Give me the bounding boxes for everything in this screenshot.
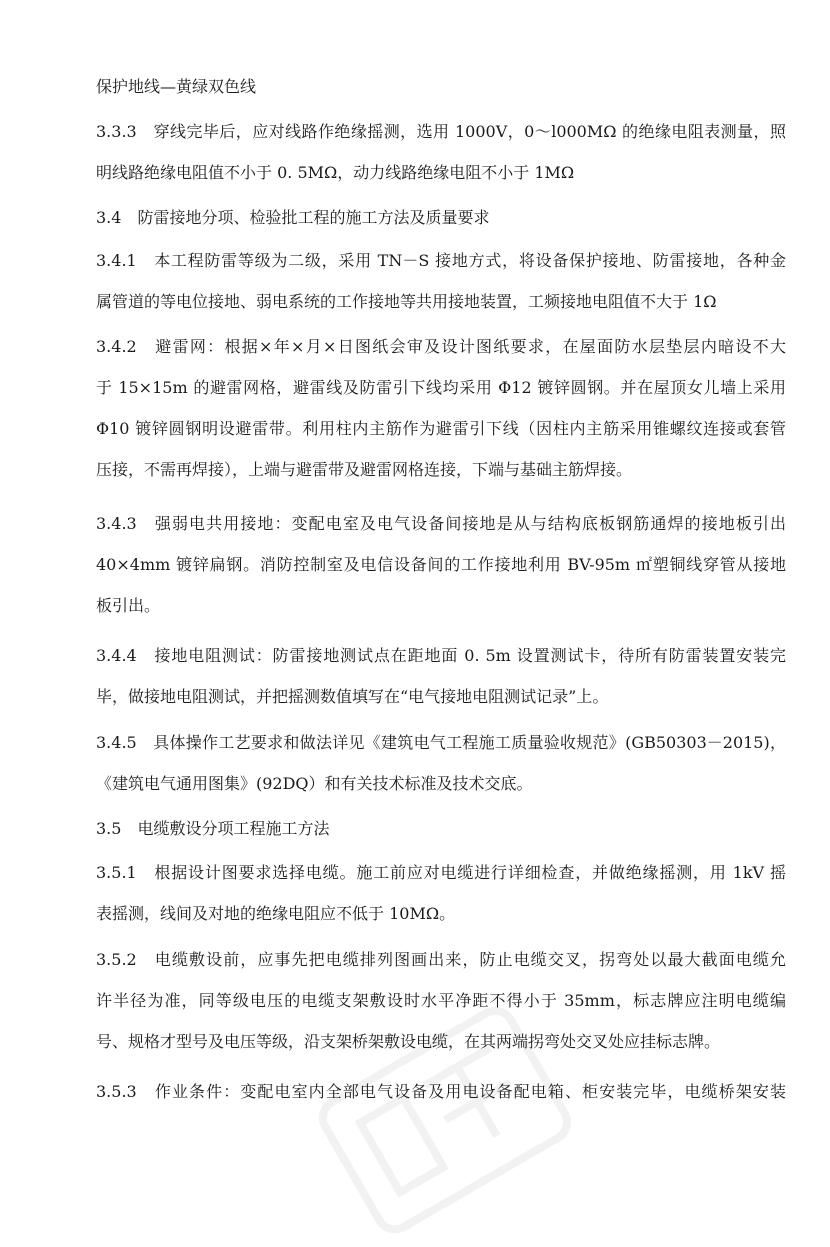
text-line: 表摇测，线间及对地的绝缘电阻应不低于 10MΩ。 — [96, 904, 456, 923]
heading-3-5 — [96, 808, 786, 849]
text-line: 号、规格才型号及电压等级，沿支架桥架敷设电缆，在其两端拐弯处交叉处应挂标志牌。 — [96, 1032, 721, 1051]
text-line: 3.4.3 强弱电共用接地：变配电室及电气设备间接地是从与结构底板钢筋通焊的接地板引出 — [96, 514, 786, 533]
text-line: 于 15×15m 的避雷网格，避雷线及防雷引下线均采用 Φ12 镀锌圆钢。并在屋顶女儿墙上采用 — [96, 378, 786, 397]
paragraph-3-4-2 — [96, 326, 786, 490]
text-line: 3.4.2 避雷网：根据×年×月×日图纸会审及设计图纸要求，在屋面防水层垫层内暗设不大 — [96, 337, 786, 356]
text-line: Φ10 镀锌圆钢明设避雷带。利用柱内主筋作为避雷引下线（因柱内主筋采用锥螺纹连接或套管 — [96, 419, 786, 438]
text-line: 3.4.4 接地电阻测试：防雷接地测试点在距地面 0. 5m 设置测试卡，待所有防雷装置安装完 — [96, 646, 786, 665]
text-line: 属管道的等电位接地、弱电系统的工作接地等共用接地装置，工频接地电阻值不大于 1Ω — [96, 292, 717, 311]
paragraph-3-4-5 — [96, 722, 786, 804]
paragraph-3-5-1 — [96, 852, 786, 934]
text-line: 3.5.1 根据设计图要求选择电缆。施工前应对电缆进行详细检查，并做绝缘摇测，用 1kV 摇 — [96, 863, 786, 882]
paragraph-3-5-2 — [96, 939, 786, 1062]
heading-3-4 — [96, 197, 786, 238]
paragraph-3-5-3 — [96, 1071, 786, 1112]
section-heading: 3.5 电缆敷设分项工程施工方法 — [96, 819, 330, 838]
section-heading: 3.4 防雷接地分项、检验批工程的施工方法及质量要求 — [96, 208, 490, 227]
text-line: 板引出。 — [96, 596, 161, 615]
text-line: 3.5.2 电缆敷设前，应事先把电缆排列图画出来，防止电缆交叉，拐弯处以最大截面电缆允 — [96, 950, 786, 969]
paragraph-3-4-3 — [96, 503, 786, 626]
text-line: 3.5.3 作业条件：变配电室内全部电气设备及用电设备配电箱、柜安装完毕，电缆桥架安装 — [96, 1082, 786, 1101]
text-line: 3.4.1 本工程防雷等级为二级，采用 TN－S 接地方式，将设备保护接地、防雷接地，各种金 — [96, 251, 786, 270]
paragraph-3-4-4 — [96, 635, 786, 717]
text-line: 3.3.3 穿线完毕后，应对线路作绝缘摇测，选用 1000V，0～l000MΩ 的绝缘电阻表测量，照 — [96, 122, 786, 141]
text-line: 许半径为准，同等级电压的电缆支架敷设时水平净距不得小于 35mm，标志牌应注明电缆编 — [96, 991, 786, 1010]
text-line: 明线路绝缘电阻值不小于 0. 5MΩ，动力线路绝缘电阻不小于 1MΩ — [96, 163, 575, 182]
text-line: 毕，做接地电阻测试，并把摇测数值填写在“电气接地电阻测试记录”上。 — [96, 687, 609, 706]
text-line: 3.4.5 具体操作工艺要求和做法详见《建筑电气工程施工质量验收规范》(GB50303－2015)， — [96, 733, 786, 752]
paragraph-3-4-1 — [96, 240, 786, 322]
text-line: 40×4mm 镀锌扁钢。消防控制室及电信设备间的工作接地利用 BV-95m ㎡塑铜线穿管从接地 — [96, 555, 786, 574]
text-line: 《建筑电气通用图集》(92DQ）和有关技术标准及技术交底。 — [96, 774, 533, 793]
text-line: 压接，不需再焊接），上端与避雷带及避雷网格连接，下端与基础主筋焊接。 — [96, 460, 633, 479]
top-line: 保护地线—黄绿双色线 — [96, 77, 257, 96]
paragraph-3-3-3 — [96, 111, 786, 193]
